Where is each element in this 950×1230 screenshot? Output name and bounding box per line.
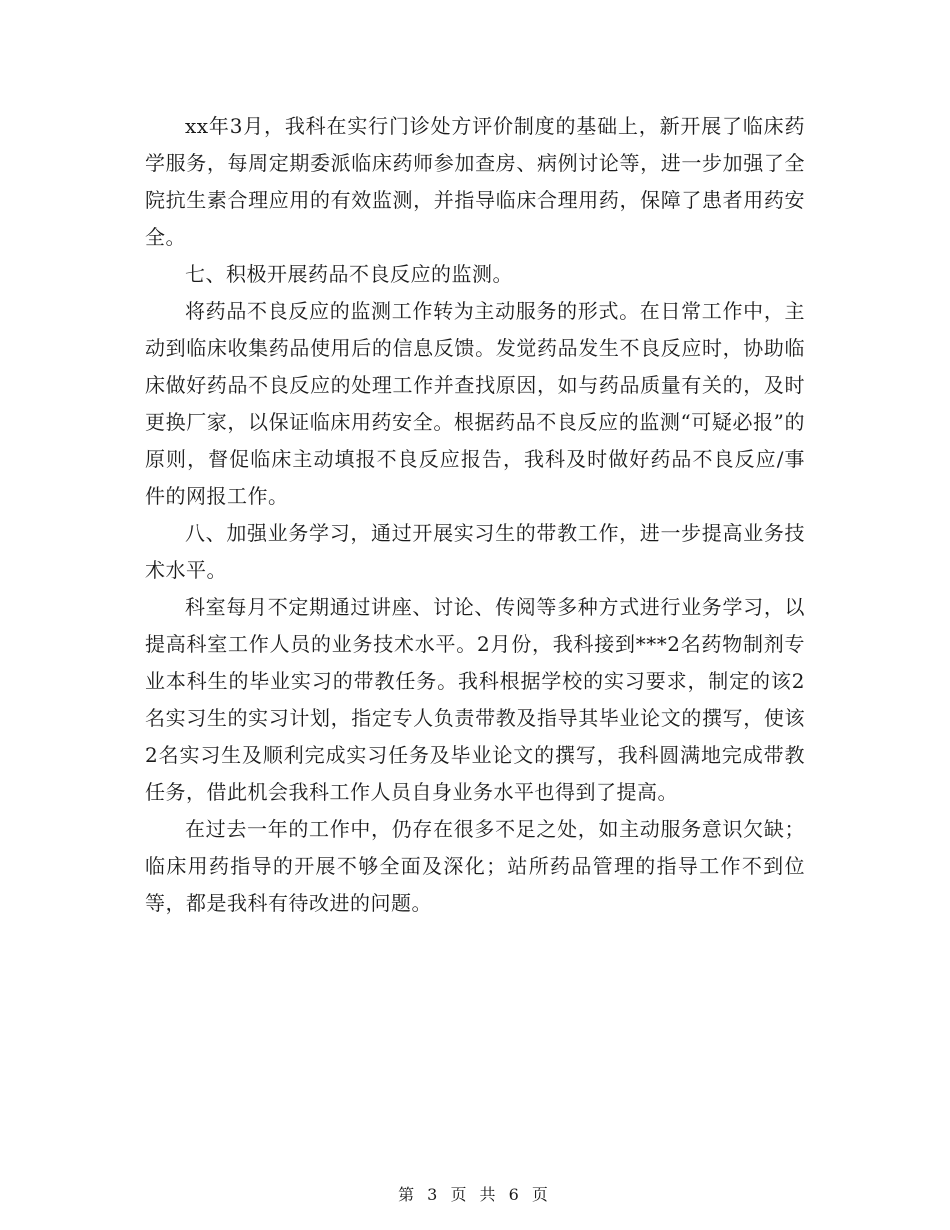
paragraph-shortcomings: 在过去一年的工作中，仍存在很多不足之处，如主动服务意识欠缺；临床用药指导的开展不够全面及深化；站所药品管理的指导工作不到位等，都是我科有待改进的问题。 bbox=[145, 817, 805, 915]
paragraph-adverse-reaction-monitoring: 将药品不良反应的监测工作转为主动服务的形式。在日常工作中，主动到临床收集药品使用后的信息反馈。发觉药品发生不良反应时，协助临床做好药品不良反应的处理工作并查找原因，如与药品质量有关的，及时更换厂家，以保证临床用药安全。根据药品不良反应的监测“可疑必报”的原则，督促临床主动填报不良反应报告，我科及时做好药品不良反应/事件的网报工作。 bbox=[145, 299, 805, 508]
paragraph-business-study: 科室每月不定期通过讲座、讨论、传阅等多种方式进行业务学习，以提高科室工作人员的业务技术水平。2月份，我科接到***2名药物制剂专业本科生的毕业实习的带教任务。我科根据学校的实习要求，制定的该2名实习生的实习计划，指定专人负责带教及指导其毕业论文的撰写，使该2名实习生及顺利完成实习任务及毕业论文的撰写，我科圆满地完成带教任务，借此机会我科工作人员自身业务水平也得到了提高。 bbox=[145, 595, 805, 804]
section-heading-adverse-reaction: 七、积极开展药品不良反应的监测。 bbox=[185, 262, 513, 286]
document-body bbox=[145, 108, 805, 922]
section-heading-business-study: 八、加强业务学习，通过开展实习生的带教工作，进一步提高业务技术水平。 bbox=[145, 521, 805, 582]
page-number-footer: 第 3 页 共 6 页 bbox=[398, 1185, 552, 1204]
paragraph-clinical-pharmacy: xx年3月，我科在实行门诊处方评价制度的基础上，新开展了临床药学服务，每周定期委派临床药师参加查房、病例讨论等，进一步加强了全院抗生素合理应用的有效监测，并指导临床合理用药，保障了患者用药安全。 bbox=[145, 114, 805, 249]
